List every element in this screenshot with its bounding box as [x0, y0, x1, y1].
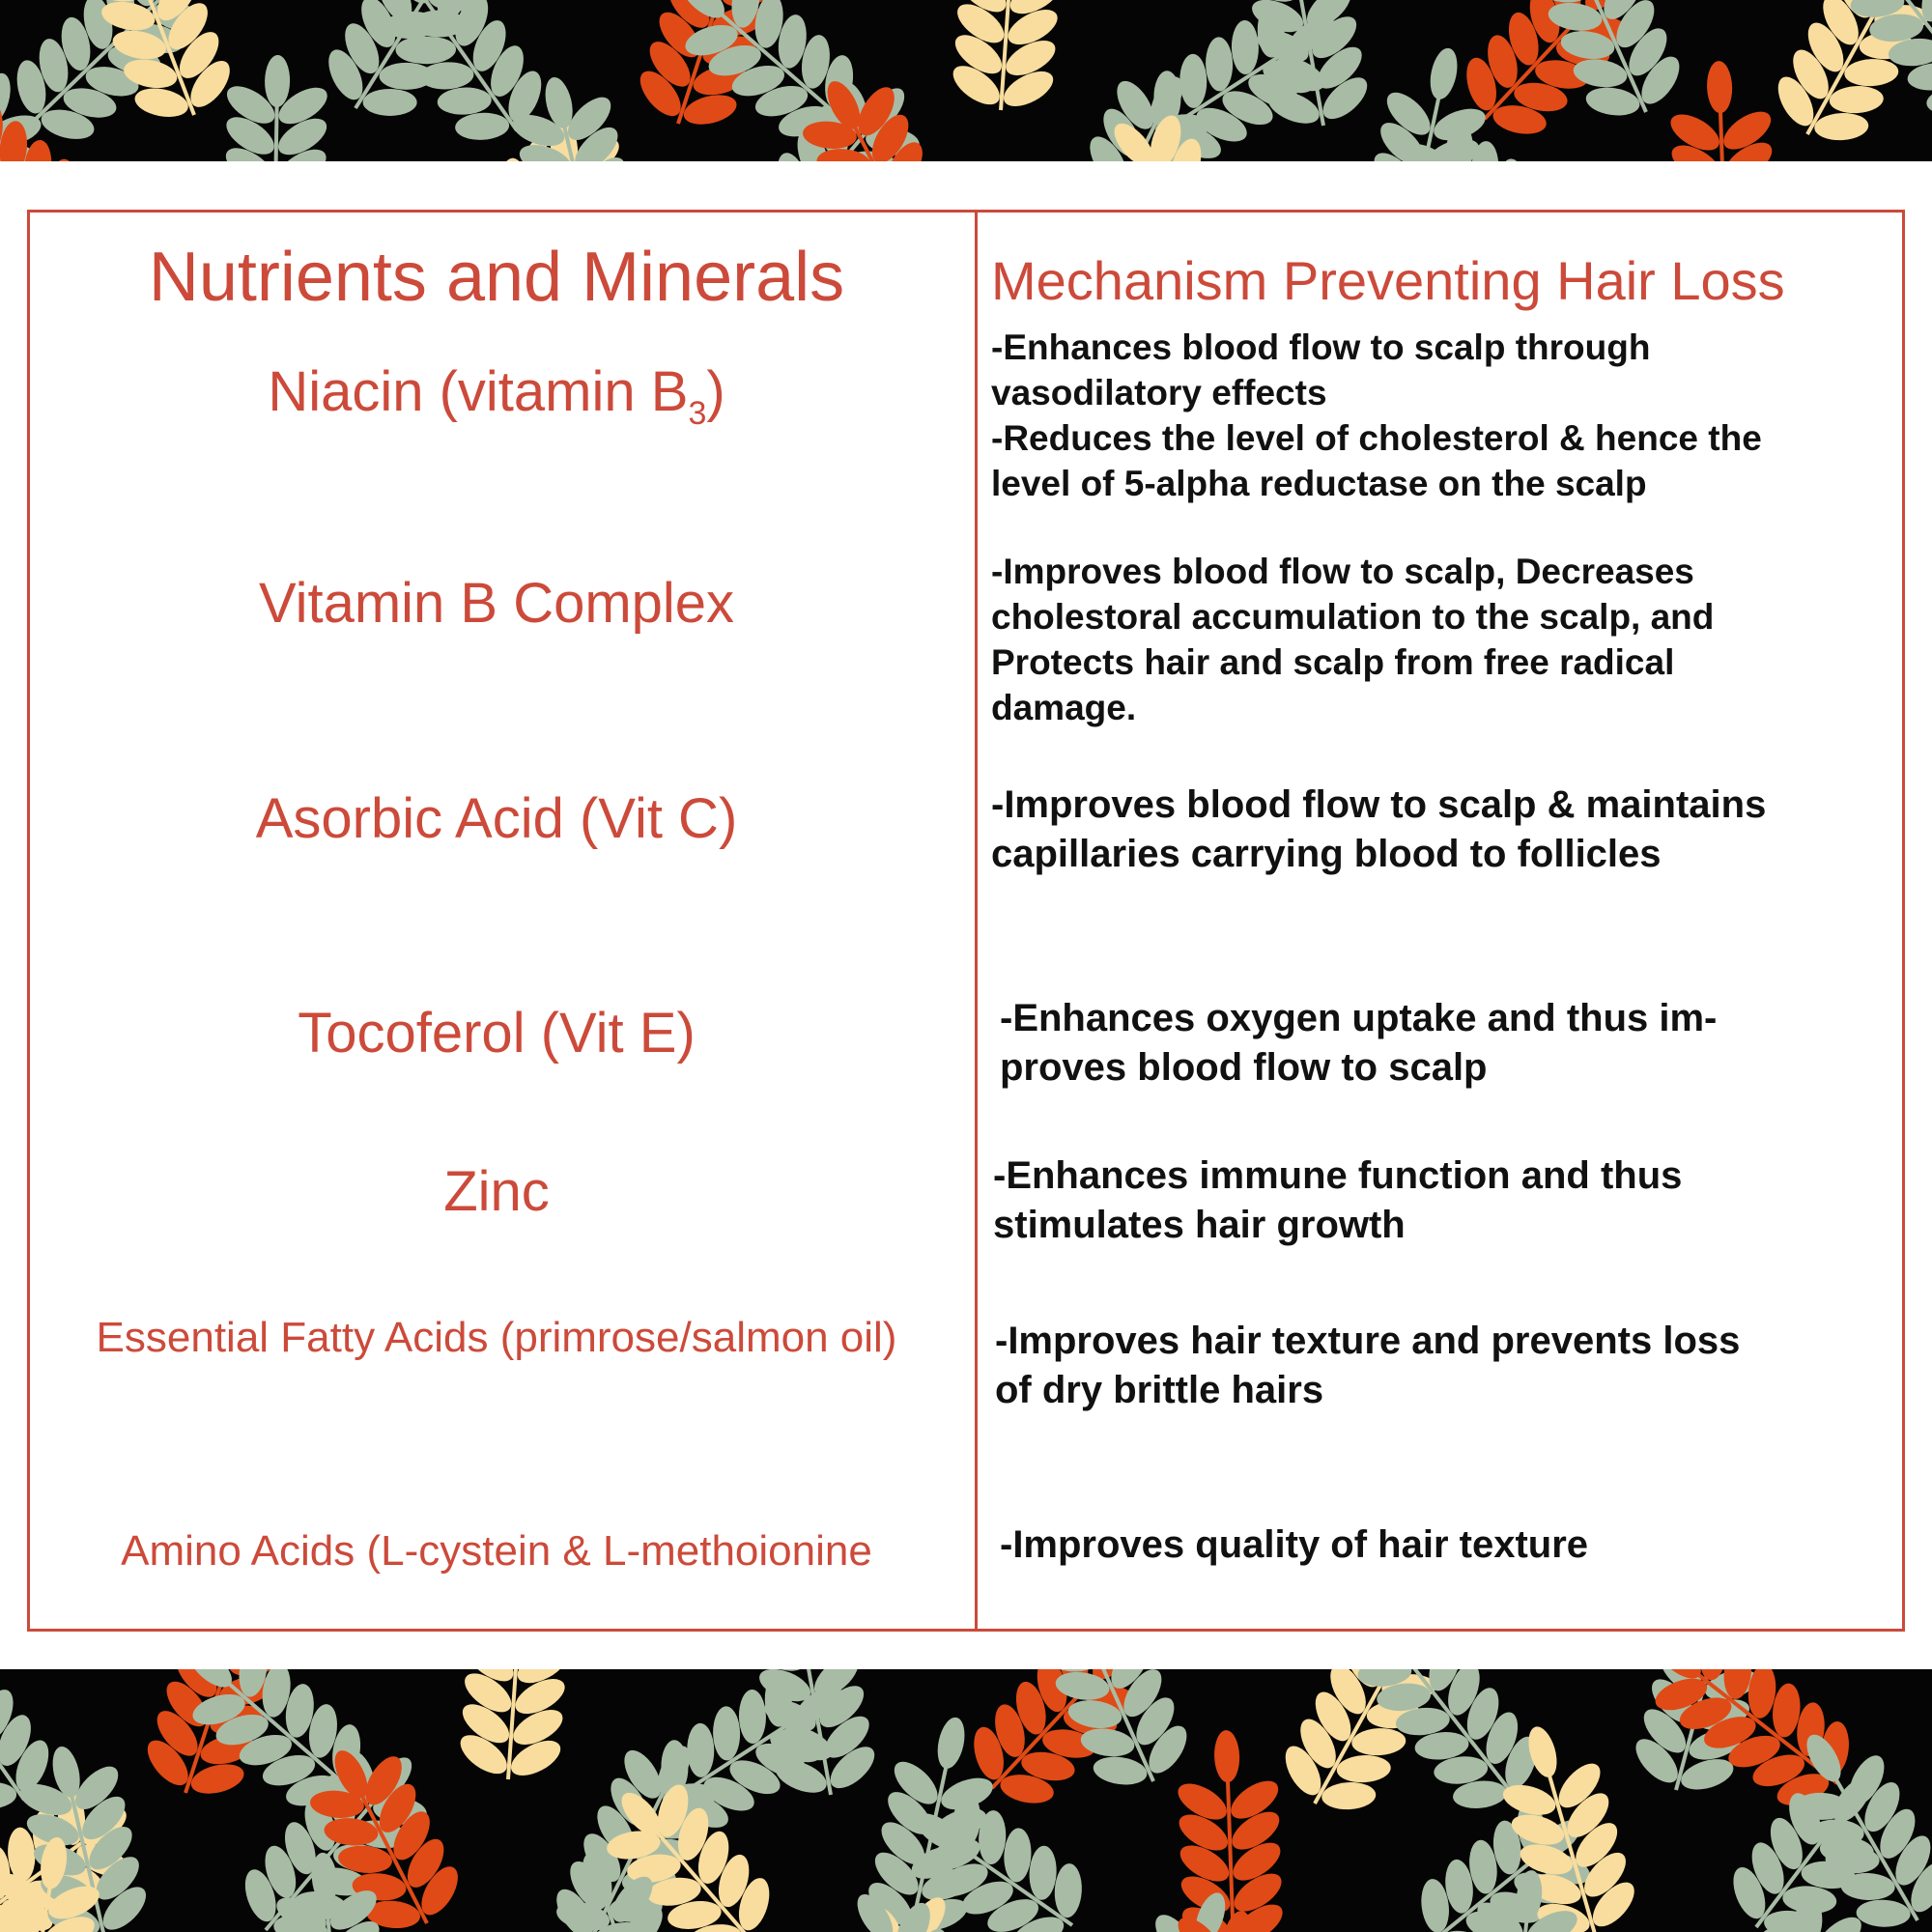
mechanism-column-header: Mechanism Preventing Hair Loss — [991, 250, 1785, 311]
leaf-pattern — [0, 1669, 1932, 1932]
nutrient-essential-fatty-acids: Essential Fatty Acids (primrose/salmon oil) — [96, 1314, 897, 1361]
mechanism-zinc: -Enhances immune function and thus stimulates hair growth — [993, 1154, 1683, 1246]
mechanism-vitamin-b-complex: -Improves blood flow to scalp, Decreases cholestoral accumulation to the scalp, and Protects hair and scalp from free radical damage. — [991, 552, 1715, 727]
leaf-sprig — [945, 0, 1073, 117]
leaf-sprig — [218, 54, 334, 161]
mechanism-amino-acids: -Improves quality of hair texture — [1000, 1523, 1589, 1566]
nutrient-asorbic-acid: Asorbic Acid (Vit C) — [255, 787, 738, 850]
mechanism-tocoferol: -Enhances oxygen uptake and thus im- proves blood flow to scalp — [1000, 997, 1718, 1089]
mechanism-asorbic-acid: -Improves blood flow to scalp & maintains capillaries carrying blood to follicles — [991, 783, 1767, 875]
nutrient-zinc: Zinc — [443, 1160, 550, 1223]
column-divider — [975, 210, 978, 1632]
top-leaf-pattern-band — [0, 0, 1932, 161]
bottom-leaf-pattern-band — [0, 1669, 1932, 1932]
nutrient-vitamin-b-complex: Vitamin B Complex — [258, 572, 735, 635]
nutrient-amino-acids: Amino Acids (L-cystein & L-methoionine — [121, 1527, 872, 1575]
leaf-sprig — [452, 1669, 581, 1786]
leaf-sprig — [1170, 1728, 1290, 1932]
leaf-sprig — [1662, 59, 1782, 161]
nutrients-column-header: Nutrients and Minerals — [148, 239, 845, 316]
leaf-pattern — [0, 0, 1932, 161]
mechanism-essential-fatty-acids: -Improves hair texture and prevents loss of dry brittle hairs — [995, 1320, 1741, 1411]
leaf-sprig — [1889, 110, 1932, 161]
nutrient-tocoferol: Tocoferol (Vit E) — [298, 1002, 696, 1065]
nutrient-niacin: Niacin (vitamin $B_3$) — [268, 360, 725, 432]
mechanism-niacin: -Enhances blood flow to scalp through vasodilatory effects -Reduces the level of cholesterol & hence the level of 5-alpha reductase on the scalp — [991, 327, 1762, 503]
